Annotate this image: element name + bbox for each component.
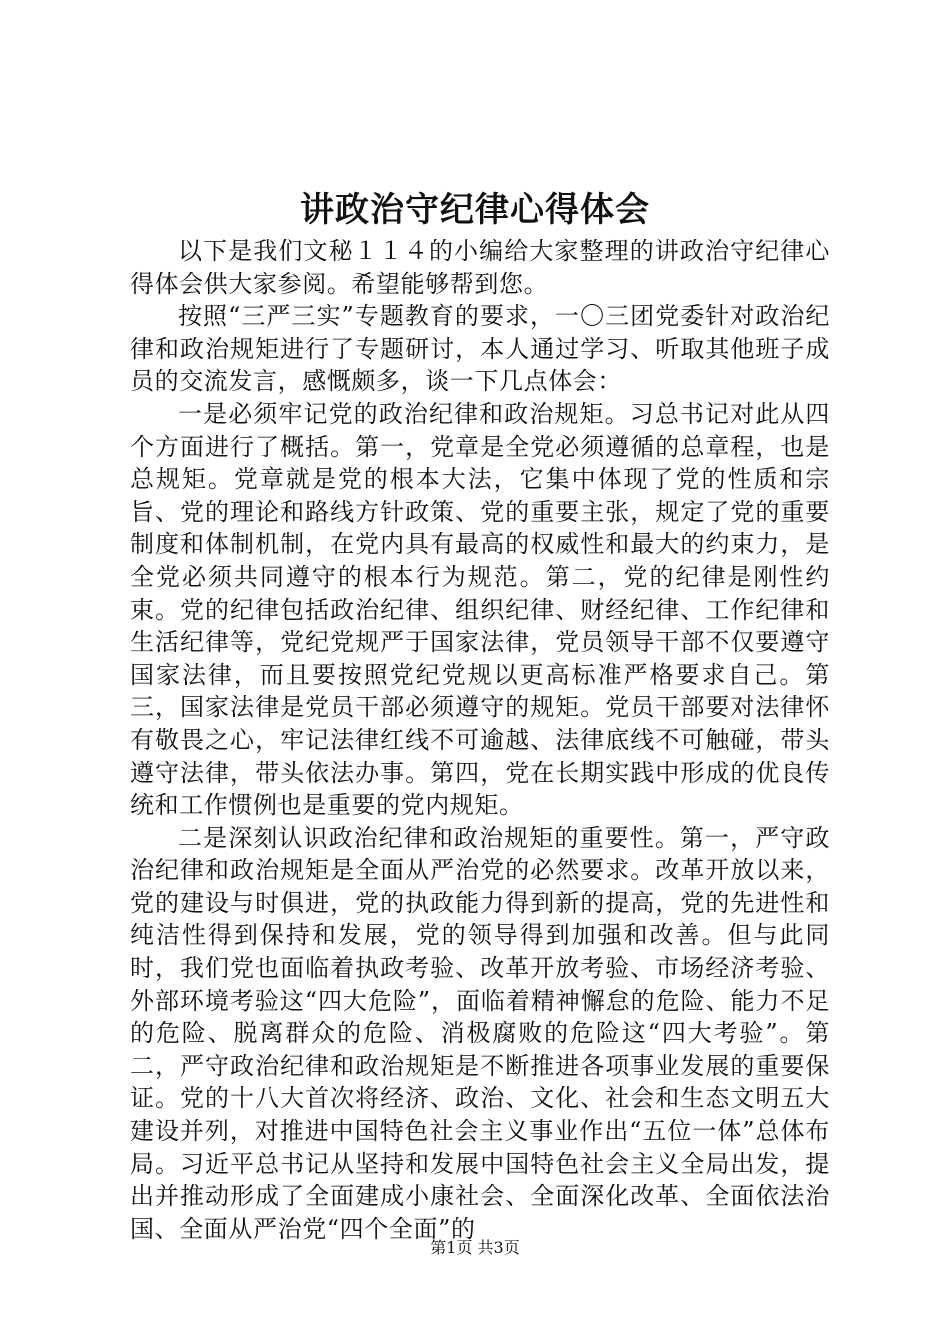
paragraph-point-two: 二是深刻认识政治纪律和政治规矩的重要性。第一，严守政治纪律和政治规矩是全面从严治党的必然要求。改革开放以来，党的建设与时俱进，党的执政能力得到新的提高，党的先进性和纯洁性得到保持和发展，党的领导得到加强和改善。但与此同时，我们党也面临着执政考验、改革开放考验、市场经济考验、外部环境考验这“四大危险”，面临着精神懈怠的危险、能力不足的危险、脱离群众的危险、消极腐败的危险这“四大考验”。第二，严守政治纪律和政治规矩是不断推进各项事业发展的重要保证。党的十八大首次将经济、政治、文化、社会和生态文明五大建设并列，对推进中国特色社会主义事业作出“五位一体”总体布局。习近平总书记从坚持和发展中国特色社会主义全局出发，提出并推动形成了全面建成小康社会、全面深化改革、全面依法治国、全面从严治党“四个全面”的 [130, 823, 830, 1243]
page-number-footer: 第1页 共3页 [430, 1238, 520, 1257]
page-title: 讲政治守纪律心得体会 [300, 190, 650, 230]
document-body [130, 235, 830, 1245]
paragraph-background: 按照“三严三实”专题教育的要求，一〇三团党委针对政治纪律和政治规矩进行了专题研讨，本人通过学习、听取其他班子成员的交流发言，感慨颇多，谈一下几点体会： [130, 302, 830, 396]
paragraph-point-one: 一是必须牢记党的政治纪律和政治规矩。习总书记对此从四个方面进行了概括。第一，党章是全党必须遵循的总章程，也是总规矩。党章就是党的根本大法，它集中体现了党的性质和宗旨、党的理论和路线方针政策、党的重要主张，规定了党的重要制度和体制机制，在党内具有最高的权威性和最大的约束力，是全党必须共同遵守的根本行为规范。第二，党的纪律是刚性约束。党的纪律包括政治纪律、组织纪律、财经纪律、工作纪律和生活纪律等，党纪党规严于国家法律，党员领导干部不仅要遵守国家法律，而且要按照党纪党规以更高标准严格要求自己。第三，国家法律是党员干部必须遵守的规矩。党员干部要对法律怀有敬畏之心，牢记法律红线不可逾越、法律底线不可触碰，带头遵守法律，带头依法办事。第四，党在长期实践中形成的优良传统和工作惯例也是重要的党内规矩。 [130, 399, 830, 820]
paragraph-intro: 以下是我们文秘１１４的小编给大家整理的讲政治守纪律心得体会供大家参阅。希望能够帮到您。 [130, 237, 830, 298]
